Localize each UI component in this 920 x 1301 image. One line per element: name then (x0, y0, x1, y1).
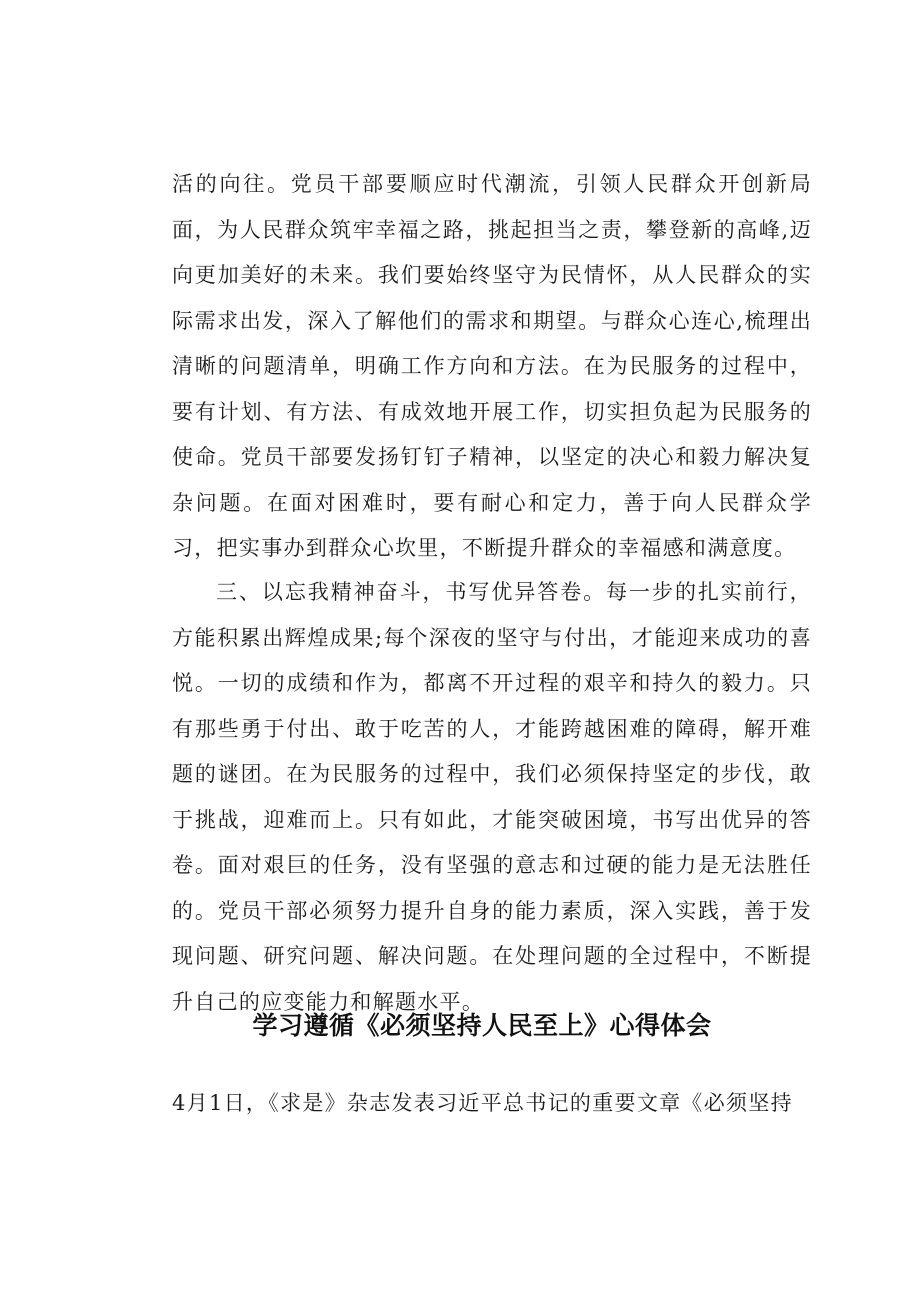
paragraph-1: 活的向往。党员干部要顺应时代潮流，引领人民群众开创新局面，为人民群众筑牢幸福之路，挑起担当之责，攀登新的高峰,迈向更加美好的未来。我们要始终坚守为民情怀，从人民群众的实际需求出发，深入了解他们的需求和期望。与群众心连心,梳理出清晰的问题清单，明确工作方向和方法。在为民服务的过程中，要有计划、有方法、有成效地开展工作，切实担负起为民服务的使命。党员干部要发扬钉钉子精神，以坚定的决心和毅力解决复杂问题。在面对困难时，要有耐心和定力，善于向人民群众学习，把实事办到群众心坎里，不断提升群众的幸福感和满意度。 (172, 172, 812, 560)
article-heading: 学习遵循《必须坚持人民至上》心得体会 (252, 1011, 712, 1040)
intro-paragraph: 4月1日，《求是》杂志发表习近平总书记的重要文章《必须坚持 (172, 1091, 793, 1115)
paragraph-2: 三、以忘我精神奋斗，书写优异答卷。每一步的扎实前行，方能积累出辉煌成果;每个深夜的坚守与付出，才能迎来成功的喜悦。一切的成绩和作为，都离不开过程的艰辛和持久的毅力。只有那些勇于付出、敢于吃苦的人，才能跨越困难的障碍，解开难题的谜团。在为民服务的过程中，我们必须保持坚定的步伐，敢于挑战，迎难而上。只有如此，才能突破困境，书写出优异的答卷。面对艰巨的任务，没有坚强的意志和过硬的能力是无法胜任的。党员干部必须努力提升自身的能力素质，深入实践，善于发现问题、研究问题、解决问题。在处理问题的全过程中，不断提升自己的应变能力和解题水平。 (172, 580, 812, 1014)
